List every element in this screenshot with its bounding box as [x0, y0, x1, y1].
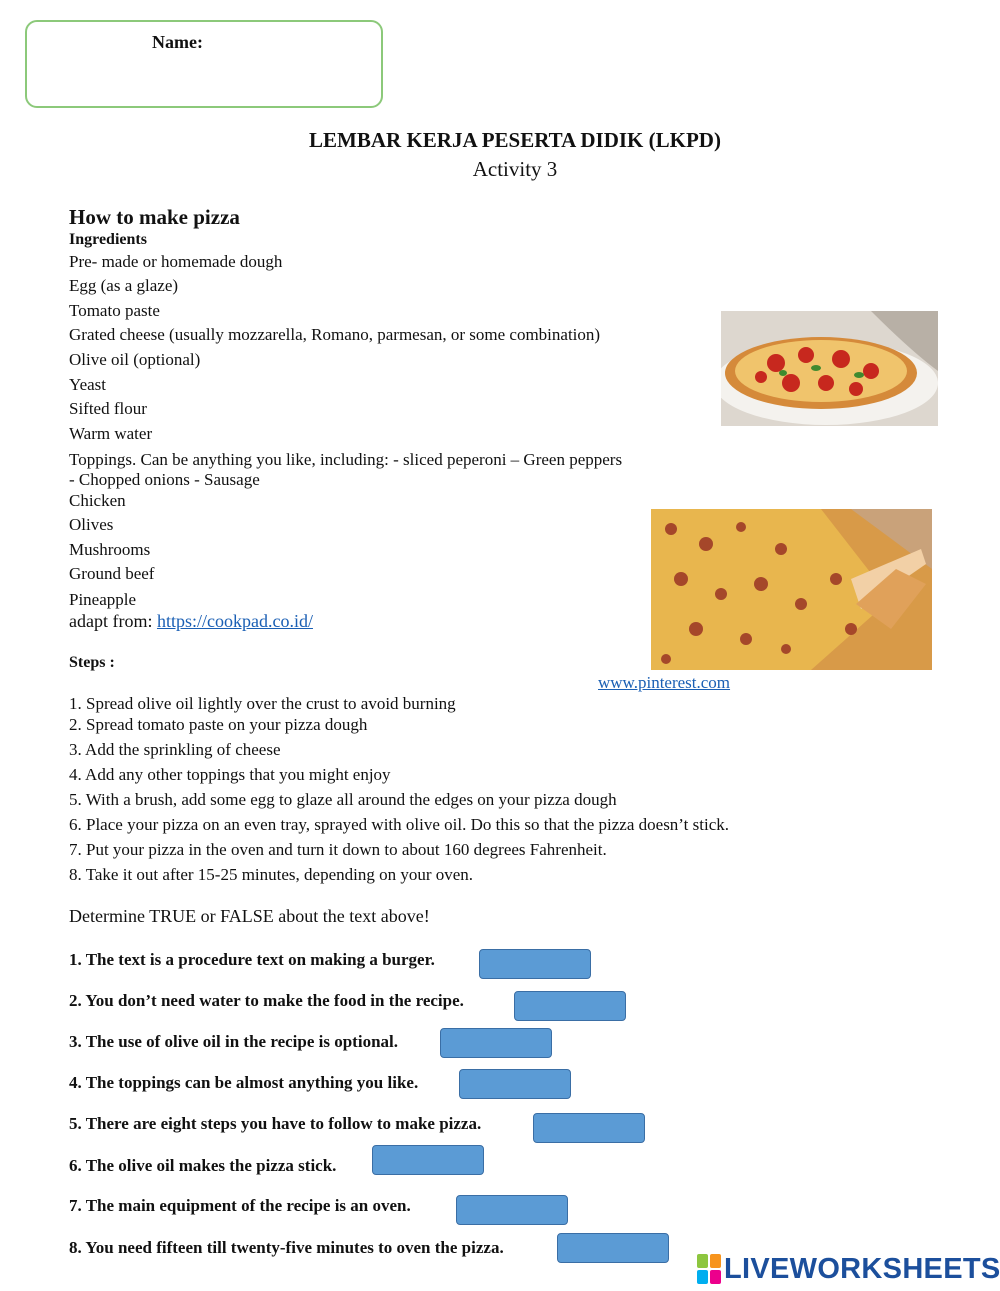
- step-item: 7. Put your pizza in the oven and turn it down to about 160 degrees Fahrenheit.: [69, 840, 607, 859]
- step-item: 5. With a brush, add some egg to glaze all around the edges on your pizza dough: [69, 790, 617, 809]
- exercise-instruction: Determine TRUE or FALSE about the text above!: [69, 906, 430, 926]
- step-item: 6. Place your pizza on an even tray, sprayed with olive oil. Do this so that the pizza doesn’t stick.: [69, 815, 729, 834]
- pizza-illustration: [721, 311, 938, 426]
- badge-square: [697, 1254, 708, 1268]
- answer-box-7[interactable]: [456, 1195, 568, 1225]
- worksheet-title: LEMBAR KERJA PESERTA DIDIK (LKPD): [309, 128, 721, 152]
- answer-box-5[interactable]: [533, 1113, 645, 1143]
- ingredient-item: Egg (as a glaze): [69, 276, 179, 295]
- ingredient-item: Warm water: [69, 424, 153, 443]
- ingredients-heading: Ingredients: [69, 231, 147, 248]
- source-link[interactable]: https://cookpad.co.id/: [156, 611, 313, 631]
- source-line: [69, 611, 313, 631]
- pizza-photo-top: [721, 311, 938, 426]
- liveworksheets-logo: [697, 1253, 1000, 1285]
- badge-square: [697, 1270, 708, 1284]
- badge-square: [710, 1270, 721, 1284]
- question-2: 2. You don’t need water to make the food in the recipe.: [69, 991, 464, 1010]
- ingredient-item: Mushrooms: [69, 540, 151, 559]
- ingredient-item: Toppings. Can be anything you like, including: - sliced peperoni – Green peppers: [69, 450, 623, 469]
- ingredient-item: Olives: [69, 515, 114, 534]
- recipe-title: How to make pizza: [69, 205, 240, 229]
- step-item: 1. Spread olive oil lightly over the crust to avoid burning: [69, 694, 456, 713]
- activity-subtitle: Activity 3: [472, 157, 558, 181]
- ingredient-item: Grated cheese (usually mozzarella, Romano, parmesan, or some combination): [69, 325, 601, 344]
- ingredient-item: Sifted flour: [69, 399, 147, 418]
- ingredient-item: Tomato paste: [69, 301, 160, 320]
- step-item: 3. Add the sprinkling of cheese: [69, 740, 281, 759]
- answer-box-8[interactable]: [557, 1233, 669, 1263]
- source-prefix: adapt from:: [69, 611, 157, 631]
- answer-box-3[interactable]: [440, 1028, 552, 1058]
- step-item: 8. Take it out after 15-25 minutes, depending on your oven.: [69, 865, 474, 884]
- question-8: 8. You need fifteen till twenty-five minutes to oven the pizza.: [69, 1238, 504, 1257]
- ingredient-item: Chicken: [69, 491, 126, 510]
- question-4: 4. The toppings can be almost anything you like.: [69, 1073, 419, 1092]
- ingredient-item: Ground beef: [69, 564, 155, 583]
- pizza-slice-illustration: [651, 509, 932, 670]
- logo-text: LIVEWORKSHEETS: [724, 1252, 1000, 1285]
- question-1: 1. The text is a procedure text on making a burger.: [69, 950, 435, 969]
- answer-box-2[interactable]: [514, 991, 626, 1021]
- question-6: 6. The olive oil makes the pizza stick.: [69, 1156, 337, 1175]
- ingredient-item: Olive oil (optional): [69, 350, 201, 369]
- step-item: 2. Spread tomato paste on your pizza dough: [69, 715, 368, 734]
- ingredient-item: Pre- made or homemade dough: [69, 252, 283, 271]
- question-7: 7. The main equipment of the recipe is an oven.: [69, 1196, 411, 1215]
- answer-box-1[interactable]: [479, 949, 591, 979]
- step-item: 4. Add any other toppings that you might enjoy: [69, 765, 391, 784]
- ingredient-item: Yeast: [69, 375, 107, 394]
- name-label: Name:: [152, 32, 203, 52]
- badge-square: [710, 1254, 721, 1268]
- ingredient-item: - Chopped onions - Sausage: [69, 470, 260, 489]
- logo-badge-icon: [697, 1254, 721, 1284]
- image-credit-link[interactable]: www.pinterest.com: [598, 673, 731, 692]
- question-3: 3. The use of olive oil in the recipe is optional.: [69, 1032, 398, 1051]
- ingredient-item: Pineapple: [69, 590, 137, 609]
- answer-box-4[interactable]: [459, 1069, 571, 1099]
- pizza-photo-bottom: [651, 509, 932, 670]
- steps-heading: Steps :: [69, 654, 115, 671]
- answer-box-6[interactable]: [372, 1145, 484, 1175]
- name-box[interactable]: [25, 20, 383, 108]
- question-5: 5. There are eight steps you have to follow to make pizza.: [69, 1114, 482, 1133]
